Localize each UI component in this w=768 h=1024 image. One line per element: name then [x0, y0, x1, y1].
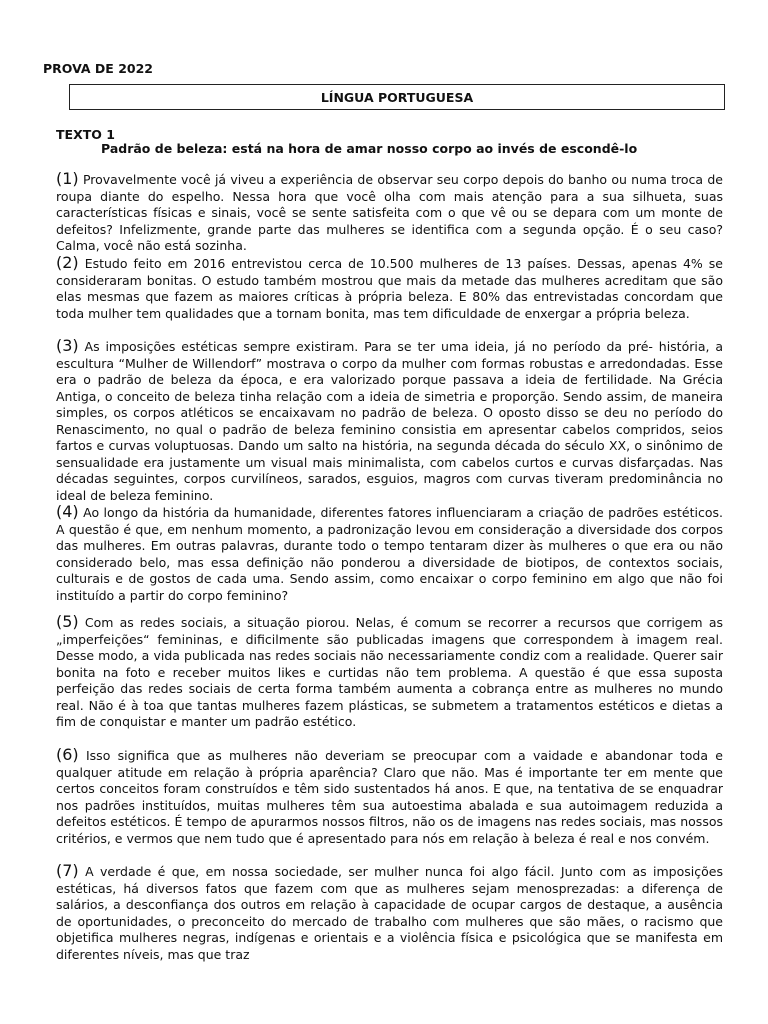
paragraph-number: (4) [56, 502, 79, 521]
paragraph-text: Provavelmente você já viveu a experiência de observar seu corpo depois do banho ou numa troca de roupa diante do espelho. Nessa hora que você olha com mais atenção para a sua silhueta, suas características físicas e sinais, você se sente satisfeita com o que vê ou se depara com um monte de defeitos? Infelizmente, grande parte das mulheres se identifica com a segunda opção. É o seu caso? Calma, você não está sozinha. [56, 172, 723, 253]
paragraph-3 [56, 338, 723, 504]
paragraph-1 [56, 171, 723, 255]
paragraph-number: (3) [56, 336, 79, 355]
exam-title: PROVA DE 2022 [43, 61, 153, 76]
text-label: TEXTO 1 [56, 127, 115, 142]
paragraph-4 [56, 504, 723, 604]
paragraph-text: Com as redes sociais, a situação piorou. Nelas, é comum se recorrer a recursos que corrigem as „imperfeições“ femininas, e dificilmente são publicadas imagens que correspondem à imagem real. Desse modo, a vida publicada nas redes sociais não necessariamente condiz com a realidade. Querer sair bonita na foto e receber muitos likes e curtidas não tem problema. A questão é que essa suposta perfeição das redes sociais de certa forma também aumenta a cobrança entre as mulheres no mundo real. Não é à toa que tantas mulheres fazem plásticas, se submetem a tratamentos estéticos e dietas a fim de conquistar e manter um padrão estético. [56, 615, 723, 729]
paragraph-text: Estudo feito em 2016 entrevistou cerca de 10.500 mulheres de 13 países. Dessas, apenas 4% se consideraram bonitas. O estudo também mostrou que mais da metade das mulheres acreditam que são elas mesmas que fazem as maiores críticas à própria beleza. E 80% das entrevistadas concordam que toda mulher tem qualidades que a tornam bonita, mas tem dificuldade de enxergar a própria beleza. [56, 256, 723, 321]
paragraph-6 [56, 747, 723, 847]
text-title: Padrão de beleza: está na hora de amar nosso corpo ao invés de escondê-lo [101, 141, 638, 156]
paragraph-text: Isso significa que as mulheres não deveriam se preocupar com a vaidade e abandonar toda e qualquer atitude em relação à própria aparência? Claro que não. Mas é importante ter em mente que certos conceitos foram construídos e têm sido sustentados há anos. E que, na tentativa de se enquadrar nos padrões instituídos, muitas mulheres têm sua autoestima abalada e sua autoimagem reduzida a defeitos estéticos. É tempo de apurarmos nossos filtros, não os de imagens nas redes sociais, mas nossos critérios, e vermos que nem tudo que é apresentado para nós em relação à beleza é real e nos convém. [56, 748, 723, 846]
paragraph-2 [56, 255, 723, 322]
paragraph-5 [56, 614, 723, 731]
subject-title-box: LÍNGUA PORTUGUESA [69, 84, 725, 110]
paragraph-7 [56, 863, 723, 963]
paragraph-text: A verdade é que, em nossa sociedade, ser mulher nunca foi algo fácil. Junto com as imposições estéticas, há diversos fatos que fazem com que as mulheres sejam menosprezadas: a diferença de salários, a desconfiança dos outros em relação à capacidade de ocupar cargos de destaque, a ausência de oportunidades, o preconceito do mercado de trabalho com mulheres que são mães, o racismo que objetifica mulheres negras, indígenas e orientais e a violência física e psicológica que se manifesta em diferentes níveis, mas que traz [56, 864, 723, 962]
paragraph-text: As imposições estéticas sempre existiram. Para se ter uma ideia, já no período da pré- história, a escultura “Mulher de Willendorf” mostrava o corpo da mulher com formas robustas e arredondadas. Esse era o padrão de beleza da época, e era valorizado porque passava a ideia de fertilidade. Na Grécia Antiga, o conceito de beleza tinha relação com a ideia de simetria e proporção. Sendo assim, de maneira simples, os corpos atléticos se encaixavam no padrão de beleza. O oposto disso se deu no período do Renascimento, no qual o padrão de beleza feminino consistia em apresentar cabelos compridos, seios fartos e curvas voluptuosas. Dando um salto na história, na segunda década do século XX, o sinônimo de sensualidade era justamente um visual mais minimalista, com cabelos curtos e curvas disfarçadas. Nas décadas seguintes, corpos curvilíneos, sarados, esguios, magros com curvas tiveram predominância no ideal de beleza feminino. [56, 339, 723, 503]
paragraph-number: (5) [56, 612, 79, 631]
paragraph-text: Ao longo da história da humanidade, diferentes fatores influenciaram a criação de padrões estéticos. A questão é que, em nenhum momento, a padronização levou em consideração a diversidade dos corpos das mulheres. Em outras palavras, durante todo o tempo tentaram dizer às mulheres o que era ou não considerado belo, mas essa definição não ponderou a diversidade de biotipos, de contextos sociais, culturais e de gostos de cada uma. Sendo assim, como encaixar o corpo feminino em algo que não foi instituído a partir do corpo feminino? [56, 505, 724, 603]
paragraph-number: (1) [56, 169, 79, 188]
paragraph-number: (6) [56, 745, 79, 764]
paragraph-number: (7) [56, 861, 79, 880]
paragraph-number: (2) [56, 253, 79, 272]
